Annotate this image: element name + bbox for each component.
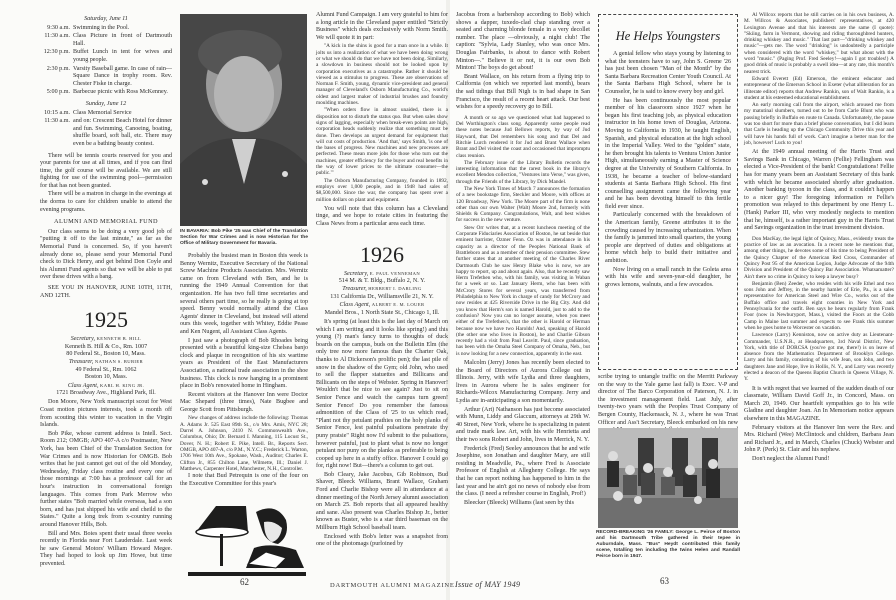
paragraph: Don Moore, New York manuscript scout for West Coast motion pictures interests, took a month off from scouting this winter to vacation in the Virgin Islands. (40, 399, 172, 429)
left-col-2 (180, 253, 308, 489)
portrait-photo-bob-pike (180, 14, 307, 226)
see-you-line: SEE YOU IN HANOVER, JUNE 10TH, 11TH, AND 12TH. (40, 285, 172, 299)
paragraph: There will be tennis courts reserved for you and your parents for use at all times, and if you can find time, the golf course will be available. We are still fighting for use of the swimming pool—permission for that has not been granted. (40, 152, 172, 189)
schedule-item: 12:30 p.m. Buffet Lunch in tent for wives and young people. (43, 49, 172, 63)
paragraph: You will note that this column has a Cleveland tinge, and we hope to rotate cities in featuring the Class News from a particular area each time. (316, 205, 448, 227)
paragraph: Our class seems to be doing a very good job of "putting it off to the last minute," as far as the Memorial Fund is concerned. So, if you haven't already done so, please send your Memorial Fund check to Dick Henry, and get behind Don Coyle and his Alumni Fund agents so that we will be able to put over these drives with a bang. (40, 228, 172, 281)
right-col-3 (744, 12, 894, 465)
paragraph: Benjamin (Ben) Zeeder, who resides with his wife Ethel and two sons John and Jeffrey, in the nearby hamlet of Erie, Pa., is a sales representative for American Steel and Wire Co., works out of the Buffalo office and travels eight counties in New York and Pennsylvania for the outfit. Ben says he hears regularly from Frank Foor (now in Newburyport, Mass.), visited the Foors at the Cobb Camp in Maine last summer and expects to see Frank this summer when he goes home to Worcester on vacation. (744, 280, 894, 331)
paragraph: At the 1949 annual meeting of the Harris Trust and Savings Bank in Chicago, Warren (Fellie) Fellingham was elected a Vice-President of the bank! Congratulations! Fellie has for many years been an Assistant Secretary of this bank with which he became associated shortly after graduation. Another banking tycoon in the class, and it couldn't happen to a nicer guy! The foregoing information re Fellie's promotion was relayed to this department by one Henry L. (Hank) Parker III, who very modestly neglects to mention that he, himself, is a rather important guy in the Harris Trust and Savings organization in the trust investment division. (744, 149, 894, 232)
paragraph: He has been continuously the most popular member of his classroom since 1927 when he began his first teaching job, as physical education instructor in his home town of Douglas, Arizona. Moving to California in 1930, he taught English, Spanish, and physical education at the high school in the Imperial Valley. Wed to the "golden" state, he then brought his talents to Ventura Union Junior High, simultaneously earning a Master of Science degree at the University of Southern California. In 1938, he became a teacher of below-standard students at Santa Barbara High School. His first counselling assignment came the following year and he has been devoting himself to this fertile field ever since. (605, 97, 731, 210)
class-year-1925: 1925 (84, 307, 128, 333)
quote-paragraph: The Osborn Manufacturing Company, founded in 1892, employs over 1,000 people, and in 1948 had sales of $8,500,000. Since the war, the company has spent over a million dollars on plant and equipment. (316, 177, 448, 203)
sidebar-he-helps-youngsters (598, 14, 738, 370)
paragraph: Arthur (Art) Nathanson has just become associated with Munn, Liddy and Glaccum, attorneys at 29th W. 40 Street, New York, where he is specializing in patent and trade mark law. Art, with his wife Henrietta and their two sons Robert and John, lives in Merrick, N. Y. (456, 406, 590, 443)
section-heading-fund: ALUMNI AND MEMORIAL FUND (54, 218, 158, 226)
family-photo-peirce (598, 428, 738, 528)
paragraph: scribe trying to untangle traffic on the Merritt Parkway on the way to the Yale game last fall) is Exec. V-P and director of The Barco Corporation of Paterson, N. J. in the investment management field. Last July, after twenty-two years with the Peoples Trust Company of Bergen County, Hackensack, N. J., where he was Trust Officer and Ass't Secretary, Bleeck embarked on his new (598, 374, 738, 426)
paragraph: Jacobus from a barbershop according to Bob) which shows a dapper, tuxedo-clad chap standing over a seated and charming blonde female in a very decollet number. The place —obviously, a night club! The caption: "Sylvia, Lady Stanley, who was once Mrs. Douglas Fairbanks, is about to dance with Robert Minton—." Believe it or not, it is our own Bob Minton! The boys do get about! (456, 12, 590, 72)
paragraph: The New York Times of March 7 announces the formation of a new bookstage firm, Steckler and Moore, with offices at 120 Broadway, New York. The Moore part of the firm is none other than our own Walter (Walt) Moore 2nd, formerly with Shields & Company. Congratulations, Walt, and best wishes for success in the new venture. (456, 185, 590, 224)
paragraph: Don't neglect the Alumni Fund! (752, 455, 830, 462)
paragraph: Brant Wallace, on his return from a flying trip to California (on which we reported last month), bears the sad tidings that Bill Nigh is in bad shape in San Francisco, the result of a recent heart attack. Our best wishes for a speedy recovery go to Bill. (456, 73, 590, 111)
address-changes: New changes of address include the following: Thomas A. Adams Jr. 525 East 89th St., c/o Mrs. Amis, NYC 28; Darrel A. Johnson, 2410 N. Commonwealth Ave., Columbus, Ohio; Dr. Bernard I. Manning, 115 Locust St., Dover, N. H.; Robert E. Pike, Intell. Br., Reports Sect. OMGB, APO 407-A, c/o P.M., N.Y.C.; Frederick L. Warton, 1706 West 10th Ave., Spokane, Wash., Auditor; Charles E. Clifton Jr., 855 Chilton Lane, Wilmette, Ill.; Daniel J. Matthews, Carpenter Hotel, Manchester, N.H., Controller. (180, 415, 308, 472)
schedule-item: 11:30 a.m. Class Picture in front of Dartmouth Hall. (44, 33, 172, 47)
quote-paragraph: "A kick in the shins is good for a man once in a while. It jolts us into a realization of what we have been doing wrong or what we should do that we have not been doing. Similarly, a slowdown in business should not be looked upon by corporation executives as a catastrophe. Rather it should be viewed as a stimulus to progress. These are observations of Norman F. Smith, young, dynamic vice-president and general manager of Cleveland's Osborn Manufacturing Co., world's oldest and largest maker of industrial brushes and foundry moulding machines. (316, 43, 448, 107)
schedule-item: 2:30 p.m. Varsity Baseball game. In case of rain—Square Dance in trophy room. Rev. Chester Fiske in charge. (46, 65, 172, 87)
paragraph: Enclosed with Bob's letter was a snapshot from one of the photomags (purloined by (316, 533, 448, 548)
paragraph: Lawrence (Larry) Kenniston, now on active duty as Lieutenant-Commander, U.S.N.R., at Headquarters, 3rd Naval District, New York, with title of DORCSA (you've got me, there!) is on leave of absence from the Mathematics Department of Brooklyn College. Larry and his family, consisting of his wife Jean, son John, and two daughters Jane and Hope, live in Hollis, N. Y., and Larry was recently elected a deacon of the Queens Baptist Church in Queens Village, N. Y. (744, 332, 894, 383)
photo-caption-bavaria: IN BAVARIA: Bob Pike '25 was Chief of the Translation Section for War Crimes and is now Historian for the Office of Military Government for Bavaria. (180, 229, 308, 247)
paragraph: I note that Bud Petrequin is one of the four on the Executive Committee for this year's (180, 473, 308, 487)
class-officers-1926: Secretary, E. PAUL VENNEMAN 514 M. & T. Bldg., Buffalo 2, N. Y. Treasurer, HERBERT I. DARLING 131 California Dr., Williamsville 21, N. Y. Class Agent, ALBERT E. M. LOUER Mandel Bros., 1 North State St., Chicago 1, Ill. (324, 270, 440, 316)
right-col-1 (456, 12, 590, 508)
paragraph: Particularly concerned with the breakdown of the American family, Greene attributes it to the crowding caused by increasing urbanization. When the family is jammed into small quarters, the young people are deprived of duties and obligations at home which help to build their initiative and ambition. (605, 212, 731, 265)
paragraph: A genial fellow who stays young by listening to what the teensters have to say, John S. Greene '26 has just been chosen "Man of the Month" by the Santa Barbara Recreation Center Youth Council. At the Santa Barbara High School, where he is Counselor, he is said to know every boy and girl. (605, 51, 731, 95)
paragraph: Malcolm (Jerry) Jones has recently been elected to the Board of Directors of Aurora College out in Illinois. Jerry, with wife Lydia and three daughters, lives in Aurora where he is sales engineer for Richards-Wilcox Manufacturing Company. Jerry and Lydia are in-anticipating a son momentarily. (456, 360, 590, 404)
sidebar-title: He Helps Youngsters (615, 29, 721, 43)
paragraph: Alumni Fund Campaign. I am very grateful to him for a long article in the Cleveland paper entitled "Strictly Business" which deals exclusively with Norm Smith. We will quote it in part: (316, 12, 449, 41)
paragraph: It's spring (at least this is the last day of March on which I am writing and it looks like spring!) and this young (?) man's fancy turns to thoughts of duck boards on the campus, buds on the Bulletin Elm (the only tree now more famous than the Charter Oak, thanks to Al Dickerson's prolific pen); the last pile of snow in the shadow of the Gym; old John, who used to sell the flapper statuettes and Billicans and Billicants on the steps of Webster. Spring in Hanover! Wouldn't that be nice to see again? Just to sit on Senior Fence and watch the campus turn green! Senior Fence! Do you remember the famous admonition of the Class of '25 to us which read, "Plant not thy petulant prathies on the holy planks of Senior Fence, lest painful pulsations penetrate thy puny pratsie" Right now I'd submit to the pulsations, however painful, just to plant what is now no longer petulant nor puny on the planks as preferable to being cooped up here in a stuffy office. Hanover I could go for, right now! But—there's a column to get out. (316, 319, 448, 470)
schedule-item: 11:30 a.m. and on: Crescent Beach Hotel for dinner and fun. Swimming, Canoeing, boating, shuffle board, soft ball, etc. There may even be a bathing beauty contest. (44, 118, 172, 147)
paragraph: Probably the busiest man in Boston this week is Benny Wernitz, Executive Secretary of the National Screw Machine Products Association. Mrs. Wernitz came on from Cleveland with Ben, and he is running the 1949 Annual Convention for that organization. He has two full time secretaries and several others part time, so he really is going at top speed. Benny would normally attend the Class Agents' dinner in Cleveland, but instead will attend ours this week, together with Whitey, Eddie Pease and Ken Nugent, all Assistant Class Agents. (180, 253, 308, 335)
schedule-sunday-heading: Sunday, June 12 (85, 99, 127, 107)
paragraph: I just saw a photograph of Bob Rhoades being presented with a beautiful king-size Chelsea banjo clock and plaque in recognition of his six wartime years as President of the East Manufacturers Association, a national trade association in the shoe business. This clock is now hanging in a prominent place in Bob's renovated home in Hingham. (180, 337, 308, 390)
schedule-saturday-heading: Saturday, June 11 (84, 15, 128, 22)
class-officers-1925: Secretary, KENNETH B. HILL Kenneth B. Hill & Co., Rm. 1007 80 Federal St., Boston 10, Mass. Treasurer, NATHAN S. BUBIER 49 Federal St., Rm. 1062 Boston 10, Mass. Class Agent, KARL H. KING JR. 1721 Broadway Ave., Highland Park, Ill. (56, 336, 156, 397)
quote-paragraph: "When orders flow in almost unaided, there is a disposition not to disturb the status quo. But when sales show signs of lagging, especially when break-even points are high, corporation heads suddenly realize that something must be done. Then develops an urgent demand for equipment that will cut costs of production. 'And that,' says Smith, 'is one of the bases of progress. New machines and new processes are perfected. These mean more jobs for those who turn out the machines, greater efficiency for the buyer and real benefits in the way of lower prices to the ultimate consumer—the public.'" (316, 107, 448, 177)
paragraph: It is with regret that we learned of the sudden death of our classmate, William David Goff Jr., in Concord, Mass. on March 20, 1949. Our heartfelt sympathies go to his wife Gladine and daughter Joan. An In Memoriam notice appears elsewhere in this MAGAZINE. (744, 385, 894, 422)
page-number-left: 62 (240, 577, 249, 587)
paragraph: Bleecker (Bleeck) Williams (last seen by this (464, 499, 574, 506)
sidebar-body (605, 51, 731, 289)
paragraph: February visitors at the Hanover Inn were the Rev. and Mrs. Richard (Wee) McClintock and children, Barbara Jean and Richard Jr., and in March, Charles (Chuck) Webster and John P. (Perk) St. Clair and his nephew. (744, 424, 894, 454)
page-number-right: 63 (660, 576, 669, 586)
paragraph: Bob Cleary, Jake Jacobus, Gib Robinson, Bud Shaver, Bleeck Williams, Brant Wallace, Graham Ford and Charlie Bishop were all in attendance at a dinner meeting of the North Jersey alumni association on March 25. Bob reports that all appeared healthy and sane. Also present was Charles Bishop Jr., better known as Buster, who is a star third baseman on the Millburn High School baseball team. (316, 471, 448, 532)
paragraph: Al Willcox reports that he still carries on in his own business, A. M. Willcox & Associates, publishers' representatives, at 420 Lexington Avenue and that his interests are the same (I quote): "Skiing, farm in Vermont, showing and riding thoroughbred hunters, drinking whiskey and music." That last part—"drinking whiskey and music"—gets me. The word "drinking" is undoubtedly a participle when considered with the word "whiskey," but what about with the word "music." (Paging Prof. Fred Seeley!—again I got troubles!) A good drink of music is probably a swell idea—at any rate, this month's nearest trick. (744, 12, 894, 75)
paragraph: Bob Pike, whose current address is Intell. Sect. Room 212; OMGB; APO 407-A c/o Postmaster, New York, has been Chief of the Translation Section for War Crimes and is now Historian for OMGB. Bob writes that he just cannot get out of the old Monday, Wednesday, Friday class routine and every one of those mornings at 7:00 has a professor call for an hour's instruction in conversational foreign languages. This comes from Park Merrow who further states "Bob married while overseas, had a son born, and has just shipped his wife and cheild to the States." Quite a long trek from x-country running around Hanover Hills, Bob. (40, 430, 172, 528)
family-illustration (598, 428, 738, 528)
paragraph: Stew Orr writes that, at a recent luncheon meeting of the Corporate Fiduciaries Association of Boston, he sat beside that eminent barrister, Ozmer Fenn. Oz was in attendance in his capacity as a director of the Peoples National Bank of Brattleboro and as a member of their pension committee. Stew further states that at another meeting of the Charles River Dartmouth Club he saw Henry Blake who is now, we are happy to report, up and about again. Also, that he recently saw Herm Trefethen who, with his family, was visiting in Waban for a week or so. Last January Herm, who has been with McCrory Stores for several years, was transferred from Philadelphia to New York in charge of candy for McCrory and now resides at 425 Riverside Drive in the Big City. And did you know that Herm's son is named Harold, just to add to the confusion? Now you can no longer assume, when you meet either of the Trefethen's, that the other is Harold or Herman because now we have two Harolds! And, speaking of Harold (the other one who lives in Boston), he and Charlie Gibson recently had a visit from Paul Leavitt. Paul, since graduation, has been with the Omaha Steel Company of Omaha, Neb., but is now looking for a new connection, apparently in the east. (456, 224, 590, 357)
paragraph: An early morning call from the airport, which aroused me from my matutinal slumbers, turned out to be from Carle Blunt who was passing briefly in Buffalo en route to Canada. Unfortunately, the pause was too short for more than a brief phone conversation, but I did learn that Carle is heading up the Chicago Community Drive this year and will have his hands full of work. Can't imagine a better man for the job, however! Luck to you! (744, 102, 894, 146)
portrait-illustration (180, 14, 307, 226)
schedule-item: 9:30 a.m. Swimming in the Pool. (47, 24, 130, 31)
footer-magazine-title: DARTMOUTH ALUMNI MAGAZINE (330, 582, 455, 589)
paragraph: Recent visitors at the Hanover Inn were Doctor Mac Shepard (three times), Nate Bugbee and George Scott from Pittsburgh. (180, 391, 308, 413)
left-col-1 (40, 12, 172, 570)
illustration-reader-with-lamp (186, 502, 308, 576)
paragraph: Bill and Mrs. Boies spent their usual three weeks recently in Florida near Fort Lauderdale. Last week he saw General Motors' William Howard Megee. They had hoped to look up Jim Howe, but time prevented. (40, 530, 172, 567)
reader-lamp-illustration (186, 502, 308, 576)
paragraph: Now living on a small ranch in the Goleta area with his wife and seven-year-old daughter, he grows lemons, walnuts, and a few avocados. (605, 266, 731, 288)
photo-caption-family: RECORD-BREAKING '26 FAMILY: George L. Peirce of Boston and his Dartmouth Tribe gathered in their tepee in Auburndale, Mass. "Bus" Heydt contributed this family scene, totalling ten including the twins Helen and Randall Peirce born in 1947. (596, 530, 740, 560)
paragraph: A month or so ago we questioned what had happened to Del Worthington's class song. Apparently some people read these notes because Jud Bellows reports, by way of Jud Hayward, that Del remembers his song and that Del and Ritchie Lurch rendered it for Jud and Brant Wallace when Brant and Del visited the coast and occasioned that impromptu class reunion. (456, 114, 590, 159)
left-col-3 (316, 12, 448, 550)
schedule-item: 10:15 a.m. Class Memorial Service (44, 109, 132, 116)
paragraph: Frederick (Fred) Seeley announces that he and wife Josephine, son Jonathan and daughter Mary, are still residing in Meadville, Pa., where Fred is Associate Professor of English at Allegheny College. He says that he can report nothing has happened to him in the last year and he ain't got no news of nobody else from the class. (I need a refresher course in English, Prof!) (456, 445, 590, 498)
paragraph: Edward Everett (Ed) Emerson, the eminent educator and entrepreneur of the Emerson School in Exeter (what alliteration for an illiterate editor) reports that Andrew Rankin, son of Walt Rankin, is a student at his esteemed educational establishment. (744, 75, 894, 101)
paragraph: There will be a matron in charge in the evenings at the dorms to care for children unable to attend the evening programs. (40, 191, 172, 213)
paragraph: The February issue of the Library Bulletin records the interesting information that the rarest book in the library's excellent Mendon collection, "Ventures into Verse," was given, through the Friends of the Library, by Dick Mandel. (456, 159, 590, 185)
schedule-item: 5:00 p.m. Barbecue picnic with Ross McKenney. (46, 89, 168, 96)
paragraph: Don MacKay, the legal light of Quincy, Mass., evidently treats the practice of law as an avocation. In a recent note he mentions that, among other things, he devotes some of his time to being President of the Quincy Chapter of the American Red Cross, Commander of Quincy Post 95 of the American Legion, Judge Advocate of the 94th Division and President of the Quincy Bar Association. Whatsamatter? Ain't there no crime in Quincy to keep a lawyer busy? (744, 235, 894, 280)
class-year-1926: 1926 (360, 241, 404, 267)
footer-issue-date: Issue of MAY 1949 (455, 580, 521, 589)
